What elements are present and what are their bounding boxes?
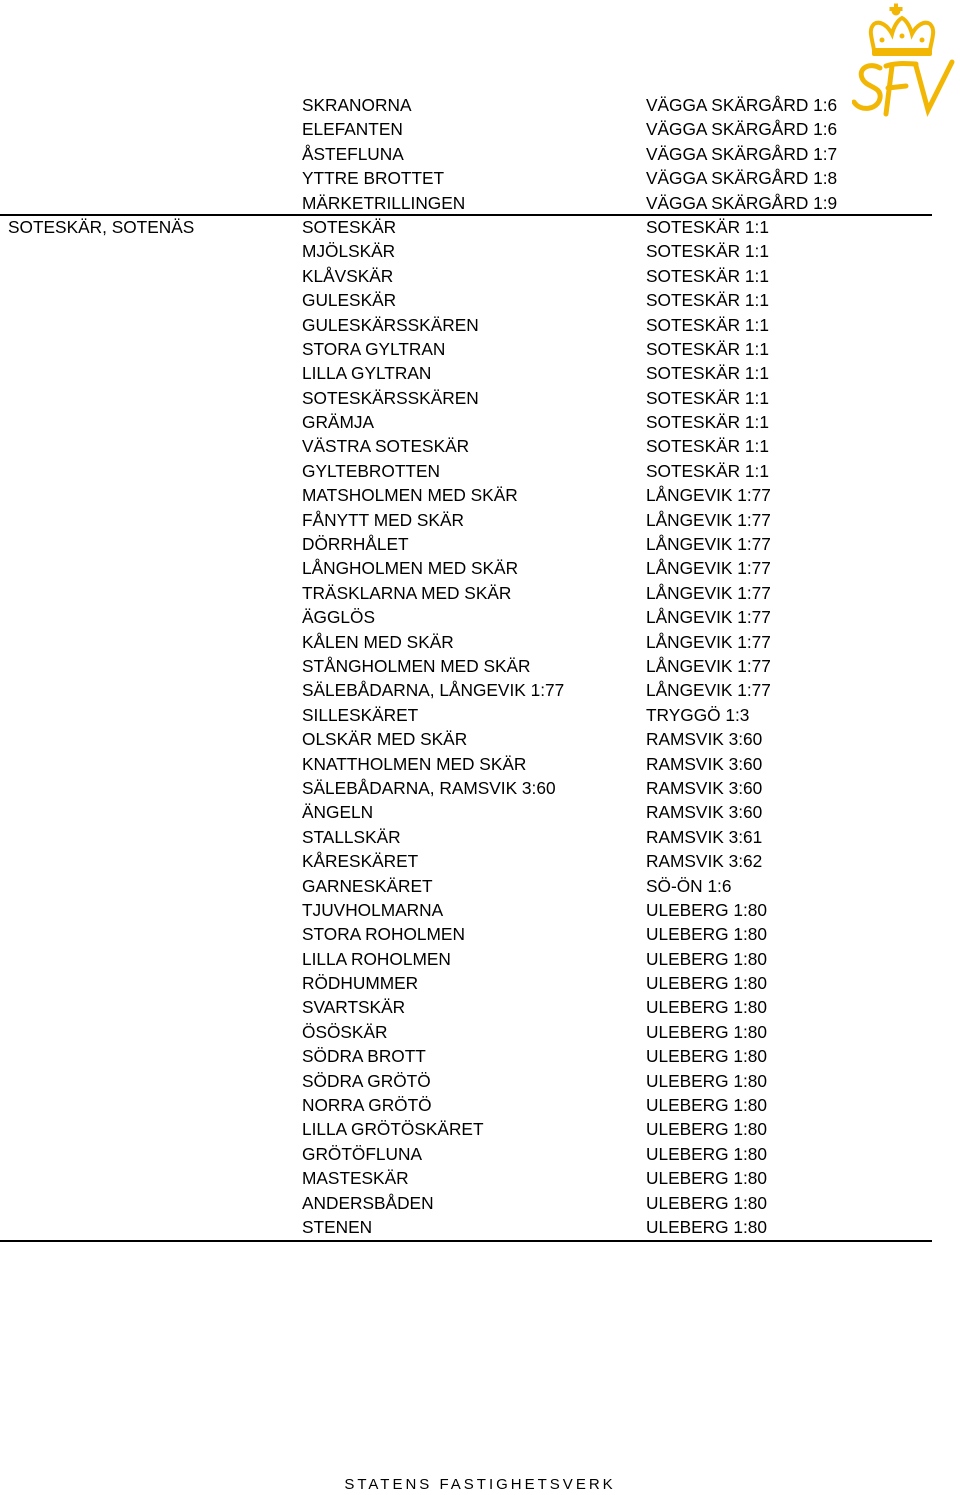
table-row (0, 1142, 932, 1166)
island-name: ANDERSBÅDEN (302, 1192, 434, 1213)
property-designation: RAMSVIK 3:61 (646, 826, 763, 847)
property-designation: SOTESKÄR 1:1 (646, 290, 769, 311)
island-name: SÄLEBÅDARNA, RAMSVIK 3:60 (302, 777, 556, 798)
property-designation: SOTESKÄR 1:1 (646, 412, 769, 433)
island-name: STORA ROHOLMEN (302, 924, 465, 945)
table-row (0, 776, 932, 800)
table-row (0, 727, 932, 751)
property-designation: VÄGGA SKÄRGÅRD 1:8 (646, 168, 838, 189)
table-row (0, 361, 932, 385)
table-row (0, 605, 932, 629)
table-row (0, 1093, 932, 1117)
table-row (0, 410, 932, 434)
property-designation: LÅNGEVIK 1:77 (646, 680, 771, 701)
property-designation: ULEBERG 1:80 (646, 1046, 768, 1067)
property-designation: ULEBERG 1:80 (646, 1192, 768, 1213)
table-row (0, 849, 932, 873)
island-name: RÖDHUMMER (302, 973, 419, 994)
table-row (0, 1117, 932, 1141)
property-designation: LÅNGEVIK 1:77 (646, 607, 771, 628)
island-name: NORRA GRÖTÖ (302, 1095, 432, 1116)
property-designation: RAMSVIK 3:60 (646, 729, 763, 750)
table-row (0, 556, 932, 580)
property-designation: TRYGGÖ 1:3 (646, 704, 750, 725)
table-row (0, 191, 932, 215)
table-row (0, 166, 932, 190)
island-name: KNATTHOLMEN MED SKÄR (302, 753, 527, 774)
island-name: KÅLEN MED SKÄR (302, 631, 454, 652)
property-designation: LÅNGEVIK 1:77 (646, 534, 771, 555)
island-name: ÅSTEFLUNA (302, 143, 404, 164)
island-name: SKRANORNA (302, 95, 412, 115)
table-row (0, 1069, 932, 1093)
island-name: GARNESKÄRET (302, 875, 433, 896)
property-designation: SOTESKÄR 1:1 (646, 241, 769, 262)
table-row (0, 1044, 932, 1068)
island-name: ÖSÖSKÄR (302, 1021, 388, 1042)
island-name: SÖDRA BROTT (302, 1046, 426, 1067)
property-designation: SOTESKÄR 1:1 (646, 436, 769, 457)
table-row (0, 313, 932, 337)
property-designation: RAMSVIK 3:62 (646, 851, 763, 872)
island-name: LILLA ROHOLMEN (302, 948, 451, 969)
property-designation: LÅNGEVIK 1:77 (646, 655, 771, 676)
table-row (0, 434, 932, 458)
table-row (0, 142, 932, 166)
island-name: GYLTEBROTTEN (302, 460, 440, 481)
property-designation: ULEBERG 1:80 (646, 1095, 768, 1116)
property-designation: VÄGGA SKÄRGÅRD 1:6 (646, 95, 838, 115)
top-divider (0, 214, 932, 216)
bottom-divider (0, 1240, 932, 1242)
property-designation: SOTESKÄR 1:1 (646, 460, 769, 481)
property-designation: SOTESKÄR 1:1 (646, 338, 769, 359)
island-name: SILLESKÄRET (302, 704, 419, 725)
crown-icon (871, 4, 933, 56)
table-row (0, 215, 932, 239)
table-row (0, 1215, 932, 1239)
table-row (0, 1191, 932, 1215)
table-row (0, 508, 932, 532)
island-name: GULESKÄR (302, 290, 397, 311)
table-row (0, 800, 932, 824)
island-name: STENEN (302, 1216, 373, 1237)
island-name: MÄRKETRILLINGEN (302, 192, 466, 213)
table-row (0, 874, 932, 898)
property-designation: ULEBERG 1:80 (646, 997, 768, 1018)
table-row (0, 654, 932, 678)
property-designation: SOTESKÄR 1:1 (646, 387, 769, 408)
property-designation: SOTESKÄR 1:1 (646, 314, 769, 335)
property-designation: ULEBERG 1:80 (646, 1143, 768, 1164)
table-row (0, 898, 932, 922)
table-row (0, 703, 932, 727)
island-name: LILLA GYLTRAN (302, 363, 432, 384)
island-name: STÅNGHOLMEN MED SKÄR (302, 655, 531, 676)
island-name: LÅNGHOLMEN MED SKÄR (302, 558, 519, 579)
island-name: SOTESKÄR (302, 216, 397, 237)
property-designation: LÅNGEVIK 1:77 (646, 582, 771, 603)
island-name: KÅRESKÄRET (302, 851, 419, 872)
property-designation: SÖ-ÖN 1:6 (646, 875, 732, 896)
property-designation: ULEBERG 1:80 (646, 1216, 768, 1237)
property-designation: SOTESKÄR 1:1 (646, 363, 769, 384)
property-designation: ULEBERG 1:80 (646, 1119, 768, 1140)
table-row (0, 947, 932, 971)
island-name: STALLSKÄR (302, 826, 401, 847)
island-name: VÄSTRA SOTESKÄR (302, 436, 470, 457)
island-name: SÖDRA GRÖTÖ (302, 1070, 431, 1091)
island-name: STORA GYLTRAN (302, 338, 446, 359)
property-designation: LÅNGEVIK 1:77 (646, 509, 771, 530)
island-name: SOTESKÄRSSKÄREN (302, 387, 479, 408)
table-row (0, 337, 932, 361)
island-name: SÄLEBÅDARNA, LÅNGEVIK 1:77 (302, 680, 565, 701)
island-name: TJUVHOLMARNA (302, 899, 444, 920)
property-designation: LÅNGEVIK 1:77 (646, 485, 771, 506)
region-label: SOTESKÄR, SOTENÄS (8, 216, 195, 237)
property-designation: LÅNGEVIK 1:77 (646, 558, 771, 579)
property-designation: ULEBERG 1:80 (646, 973, 768, 994)
table-row (0, 752, 932, 776)
property-designation: VÄGGA SKÄRGÅRD 1:7 (646, 143, 838, 164)
island-name: LILLA GRÖTÖSKÄRET (302, 1119, 484, 1140)
table-row (0, 922, 932, 946)
island-name: TRÄSKLARNA MED SKÄR (302, 582, 512, 603)
island-name: YTTRE BROTTET (302, 168, 445, 189)
table-row (0, 581, 932, 605)
property-designation: ULEBERG 1:80 (646, 1070, 768, 1091)
property-designation: VÄGGA SKÄRGÅRD 1:9 (646, 192, 838, 213)
island-name: KLÅVSKÄR (302, 265, 394, 286)
island-name: FÅNYTT MED SKÄR (302, 509, 464, 530)
table-row (0, 630, 932, 654)
property-designation: RAMSVIK 3:60 (646, 753, 763, 774)
property-designation: ULEBERG 1:80 (646, 924, 768, 945)
island-name: MASTESKÄR (302, 1168, 409, 1189)
table-row (0, 825, 932, 849)
property-table (0, 93, 932, 1239)
table-row (0, 386, 932, 410)
property-designation: SOTESKÄR 1:1 (646, 265, 769, 286)
table-row (0, 678, 932, 702)
island-name: GRÖTÖFLUNA (302, 1143, 423, 1164)
island-name: ÄGGLÖS (302, 607, 375, 628)
property-designation: LÅNGEVIK 1:77 (646, 631, 771, 652)
table-row (0, 1020, 932, 1044)
property-designation: ULEBERG 1:80 (646, 899, 768, 920)
table-row (0, 995, 932, 1019)
property-designation: RAMSVIK 3:60 (646, 802, 763, 823)
property-designation: ULEBERG 1:80 (646, 948, 768, 969)
table-row (0, 459, 932, 483)
island-name: ÄNGELN (302, 802, 374, 823)
island-name: DÖRRHÅLET (302, 534, 409, 555)
island-name: MJÖLSKÄR (302, 241, 396, 262)
table-row (0, 117, 932, 141)
footer-agency-name: STATENS FASTIGHETSVERK (344, 1476, 616, 1493)
property-designation: ULEBERG 1:80 (646, 1021, 768, 1042)
table-row (0, 1166, 932, 1190)
table-row (0, 288, 932, 312)
property-designation: VÄGGA SKÄRGÅRD 1:6 (646, 119, 838, 140)
table-row (0, 532, 932, 556)
island-name: GRÄMJA (302, 412, 375, 433)
island-name: MATSHOLMEN MED SKÄR (302, 485, 518, 506)
table-row (0, 483, 932, 507)
table-row (0, 264, 932, 288)
island-name: ELEFANTEN (302, 119, 403, 140)
island-name: SVARTSKÄR (302, 997, 406, 1018)
property-designation: RAMSVIK 3:60 (646, 777, 763, 798)
island-name: OLSKÄR MED SKÄR (302, 729, 468, 750)
table-row (0, 239, 932, 263)
property-designation: ULEBERG 1:80 (646, 1168, 768, 1189)
table-row (0, 93, 932, 117)
property-designation: SOTESKÄR 1:1 (646, 216, 769, 237)
island-name: GULESKÄRSSKÄREN (302, 314, 479, 335)
table-row (0, 971, 932, 995)
